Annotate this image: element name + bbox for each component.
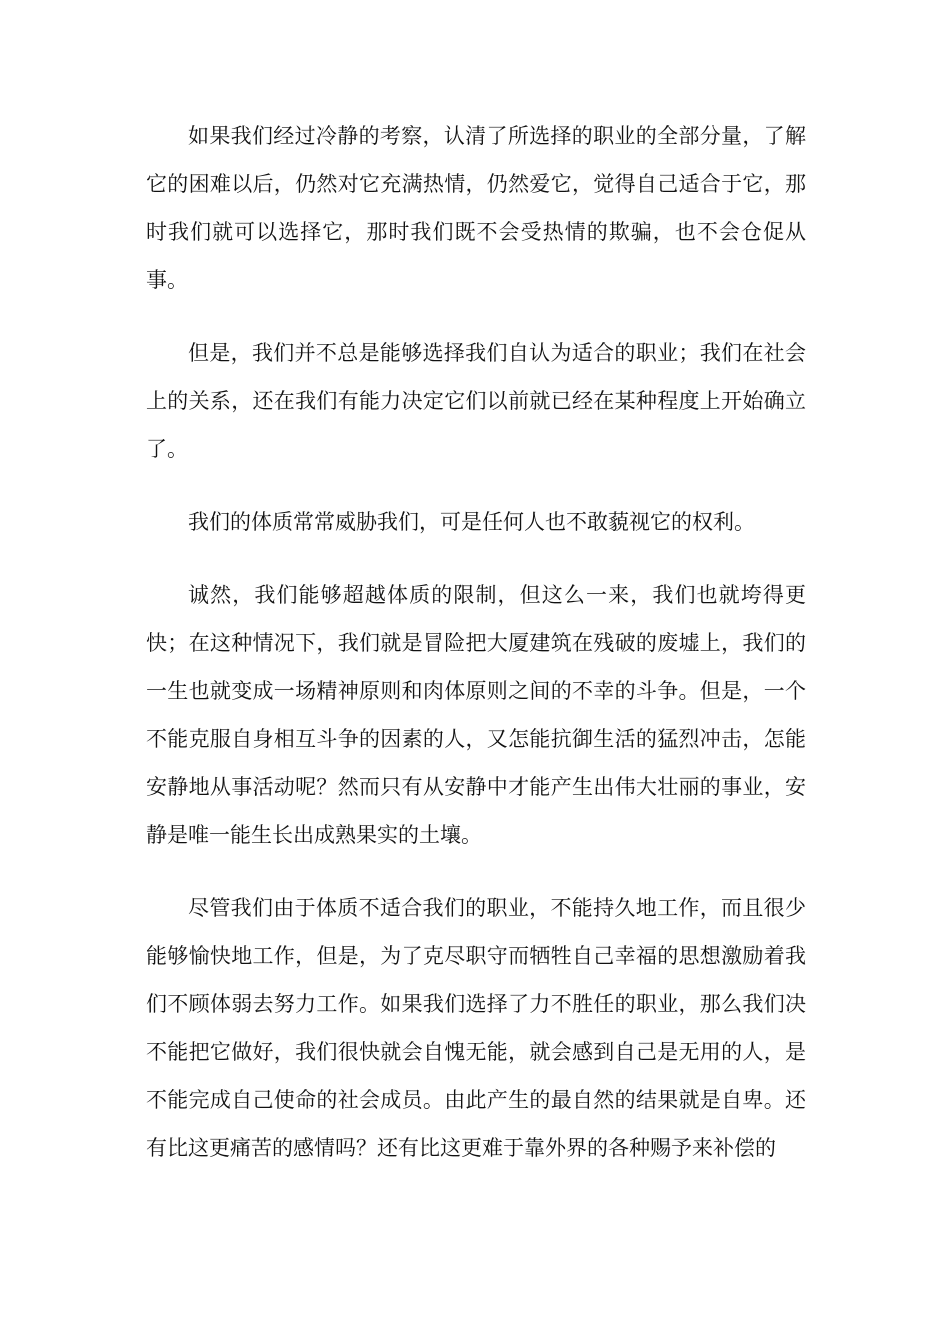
- document-page: [146, 112, 806, 1197]
- paragraph-overcoming-limits: 诚然，我们能够超越体质的限制，但这么一来，我们也就垮得更快；在这种情况下，我们就是冒险把大厦建筑在残破的废墟上，我们的一生也就变成一场精神原则和肉体原则之间的不幸的斗争。但是，一个不能克服自身相互斗争的因素的人，又怎能抗御生活的猛烈冲击，怎能安静地从事活动呢？然而只有从安静中才能产生出伟大壮丽的事业，安静是唯一能生长出成熟果实的土壤。: [146, 583, 806, 847]
- paragraph-career-choice: 如果我们经过冷静的考察，认清了所选择的职业的全部分量，了解它的困难以后，仍然对它充满热情，仍然爱它，觉得自己适合于它，那时我们就可以选择它，那时我们既不会受热情的欺骗，也不会仓促从事。: [146, 124, 806, 292]
- paragraph-physique-threat: 我们的体质常常威胁我们，可是任何人也不敢藐视它的权利。: [188, 510, 755, 534]
- paragraph-social-relations: 但是，我们并不总是能够选择我们自认为适合的职业；我们在社会上的关系，还在我们有能力决定它们以前就已经在某种程度上开始确立了。: [146, 341, 806, 461]
- paragraph-unsuitable-career: 尽管我们由于体质不适合我们的职业，不能持久地工作，而且很少能够愉快地工作，但是，为了克尽职守而牺牲自己幸福的思想激励着我们不顾体弱去努力工作。如果我们选择了力不胜任的职业，那么我们决不能把它做好，我们很快就会自愧无能，就会感到自己是无用的人，是不能完成自己使命的社会成员。由此产生的最自然的结果就是自卑。还有比这更痛苦的感情吗？还有比这更难于靠外界的各种赐予来补偿的: [146, 896, 806, 1160]
